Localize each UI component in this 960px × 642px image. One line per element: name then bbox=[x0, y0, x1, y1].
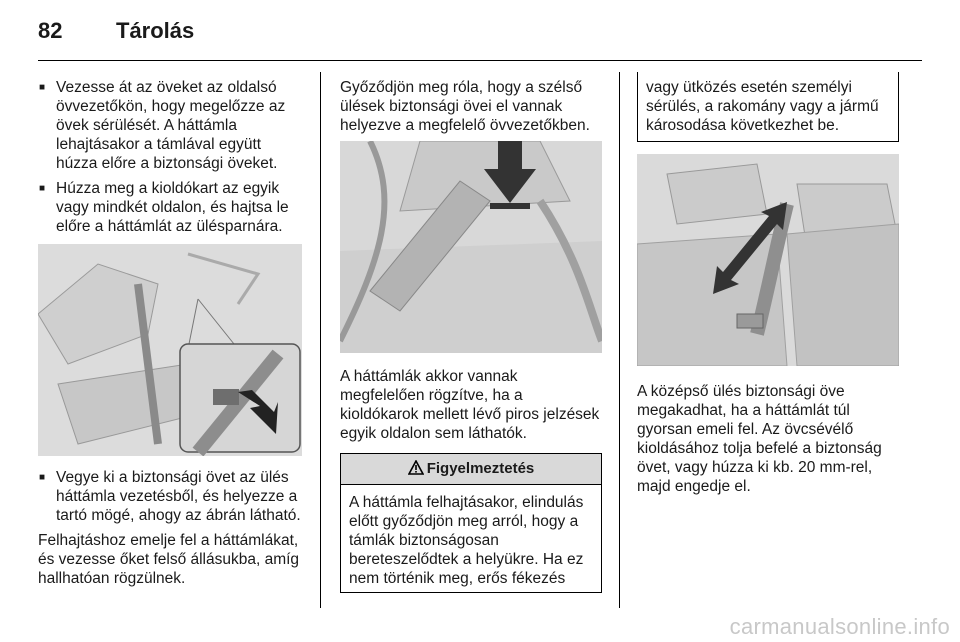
paragraph-locked: A háttámlák akkor vannak megfelelően rögzítve, ha a kioldókarok mellett lévő piros jelzések egyik oldalon sem láthatók. bbox=[340, 368, 600, 442]
illustration-center-belt bbox=[637, 154, 899, 366]
illustration-belt-guide bbox=[340, 141, 602, 353]
column-divider-2 bbox=[619, 72, 620, 608]
page-header bbox=[38, 18, 922, 48]
watermark: carmanualsonline.info bbox=[729, 614, 950, 639]
column-2 bbox=[340, 78, 602, 593]
page-number: 82 bbox=[38, 18, 63, 43]
warning-box bbox=[340, 453, 602, 593]
warning-text: A háttámla felhajtásakor, elindulás előtt győződjön meg arról, hogy a támlák biztonságosan bereteszelődtek a helyükre. Ha ez nem történik meg, erős fékezés bbox=[349, 494, 584, 587]
paragraph-raise: Felhajtáshoz emelje fel a háttámlákat, és vezesse őket felső állásukba, amíg hallhatóan rögzülnek. bbox=[38, 532, 300, 587]
bullet-item-3: ■ Vegye ki a biztonsági övet az ülés háttámla vezetésből, és helyezze a tartó mögé, ahogy az ábrán látható. bbox=[38, 468, 302, 525]
header-rule bbox=[38, 60, 922, 61]
paragraph-belt-guides: Győződjön meg róla, hogy a szélső ülések biztonsági övei el vannak helyezve a megfelelő övvezetőkben. bbox=[340, 79, 590, 134]
illustration-seat-release bbox=[38, 244, 302, 456]
warning-header bbox=[341, 454, 601, 485]
column-3 bbox=[637, 72, 899, 502]
warning-box-continued: vagy ütközés esetén személyi sérülés, a rakomány vagy a jármű károsodása következhet be. bbox=[637, 72, 899, 142]
bullet-item-2: ■ Húzza meg a kioldókart az egyik vagy mindkét oldalon, és hajtsa le előre a háttámlát az ülésparnára. bbox=[38, 179, 302, 236]
warning-title: Figyelmeztetés bbox=[426, 460, 535, 477]
paragraph-center-belt: A középső ülés biztonsági öve megakadhat, ha a háttámlát túl gyorsan emeli fel. Az övcsévélő kioldásához tolja befelé a biztonság övet, vagy húzza ki kb. 20 mm-rel, majd engedje el. bbox=[637, 383, 882, 495]
column-1 bbox=[38, 78, 302, 594]
warning-triangle-icon bbox=[408, 460, 424, 475]
page-title: Tárolás bbox=[116, 18, 195, 43]
bullet-item-1: ■ Vezesse át az öveket az oldalsó övvezetőkön, hogy megelőzze az övek sérülését. A háttámla lehajtásakor a támlával együtt húzza előre a biztonsági öveket. bbox=[38, 78, 302, 173]
column-divider-1 bbox=[320, 72, 321, 608]
